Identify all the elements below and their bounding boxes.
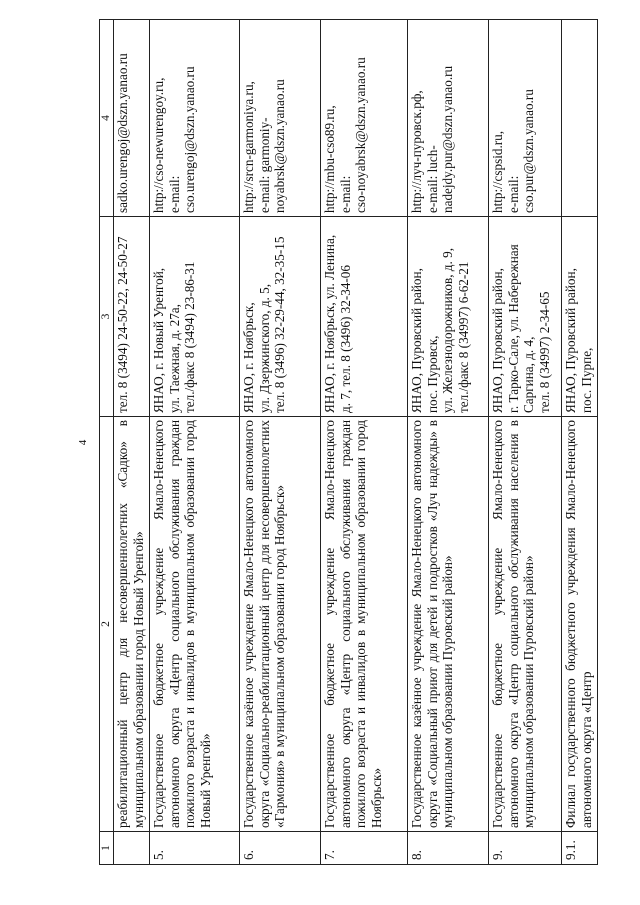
contacts-cell [321, 20, 408, 217]
contacts-cell [114, 20, 150, 217]
contacts-cell [150, 20, 240, 217]
table-row [489, 20, 562, 865]
address-line: пос. Пурпе, [578, 347, 594, 413]
contact-line: cso.urengoj@dszn.yanao.ru [182, 66, 198, 213]
organization-name: Государственное бюджетное учреждение Ямало-Ненецкого автономного округа «Центр социального обслуживания населения в муниципальном образовании Пуровский район» [489, 417, 562, 832]
table-row [562, 20, 598, 865]
row-number: 8. [408, 832, 489, 865]
contact-line: sadko.urengoj@dszn.yanao.ru [115, 53, 130, 213]
table-row [114, 20, 150, 865]
contact-line: http://cso-newurengoy.ru, [151, 77, 166, 213]
address-line: ул. Таежная, д. 27а, [166, 304, 182, 413]
contact-line: http://луч-пуровск.рф, [409, 90, 424, 213]
address-line: ЯНАО, г. Новый Уренгой, [151, 267, 166, 413]
row-number: 6. [240, 832, 321, 865]
rotated-page [77, 20, 612, 865]
contact-line: e-mail: garmoniy- [256, 117, 272, 213]
column-number: 3 [100, 217, 114, 417]
row-number: 9.1. [562, 832, 598, 865]
address-line: г. Тарко-Сале, ул. Набережная [505, 244, 521, 413]
table-row [240, 20, 321, 865]
address-line: ЯНАО, Пуровский район, [490, 268, 505, 413]
address-cell [150, 217, 240, 417]
contact-line: http://cspsid.ru, [490, 130, 505, 213]
address-cell [489, 217, 562, 417]
organization-name: Филиал государственного бюджетного учреждения Ямало-Ненецкого автономного округа «Центр [562, 417, 598, 832]
address-line: д. 7, тел. 8 (3496) 32-34-06 [337, 265, 353, 413]
address-line: тел. 8 (3494) 24-50-22, 24-50-27 [115, 236, 130, 413]
contact-line: e-mail: [166, 175, 182, 213]
table-row [408, 20, 489, 865]
contacts-cell [408, 20, 489, 217]
address-line: Саргина, д. 4, [521, 336, 537, 413]
row-number: 5. [150, 832, 240, 865]
contact-line: e-mail: [337, 175, 353, 213]
contact-line: http://mbu-cso89.ru, [322, 105, 337, 213]
column-number: 1 [100, 832, 114, 865]
address-line: тел. 8 (34997) 2-34-65 [536, 291, 552, 413]
address-line: ЯНАО, Пуровский район, [563, 268, 578, 413]
address-line: ЯНАО, г. Ноябрьск, ул. Ленина, [322, 234, 337, 413]
address-cell [240, 217, 321, 417]
address-cell [114, 217, 150, 417]
page-number: 4 [77, 439, 89, 446]
address-line: ул. Дзержинского, д. 5, [256, 283, 272, 413]
address-line: ул. Железнодорожников, д. 9, [440, 248, 456, 413]
address-cell [408, 217, 489, 417]
address-line: тел. 8 (3496) 32-29-44, 32-35-15 [272, 236, 288, 413]
address-cell [562, 217, 598, 417]
column-number-row [100, 20, 114, 865]
address-line: ЯНАО, Пуровский район, [409, 268, 424, 413]
contacts-cell [489, 20, 562, 217]
address-line: тел./факс 8 (34997) 6-62-21 [455, 261, 471, 413]
row-number: 7. [321, 832, 408, 865]
contact-line: e-mail: [505, 175, 521, 213]
organization-name: Государственное бюджетное учреждение Ямало-Ненецкого автономного округа «Центр социального обслуживания граждан пожилого возраста и инвалидов в муниципальном образовании город Ноябрьск» [321, 417, 408, 832]
address-line: тел./факс 8 (3494) 23-86-31 [182, 261, 198, 413]
contact-line: cso.pur@dszn.yanao.ru [521, 89, 537, 213]
address-line: ЯНАО, г. Ноябрьск, [241, 302, 256, 413]
contact-line: http://srcn-garmoniya.ru, [241, 81, 256, 213]
column-number: 4 [100, 20, 114, 217]
table-row [150, 20, 240, 865]
row-number [114, 832, 150, 865]
organization-name: Государственное казённое учреждение Ямало-Ненецкого автономного округа «Социально-реабилитационный центр для несовершеннолетних «Гармония» в муниципальном образовании город Ноябрьск» [240, 417, 321, 832]
address-cell [321, 217, 408, 417]
contacts-cell [562, 20, 598, 217]
contact-line: cso-noyabrsk@dszn.yanao.ru [353, 57, 369, 213]
organization-name: Государственное казённое учреждение Ямало-Ненецкого автономного округа «Социальный приют для детей и подростков «Луч надежды» в муниципальном образовании Пуровский район» [408, 417, 489, 832]
contact-line: noyabrsk@dszn.yanao.ru [272, 79, 288, 213]
table-row [321, 20, 408, 865]
institutions-table [99, 19, 598, 865]
column-number: 2 [100, 417, 114, 832]
organization-name: реабилитационный центр для несовершеннолетних «Садко» в муниципальном образовании город Новый Уренгой» [114, 417, 150, 832]
row-number: 9. [489, 832, 562, 865]
organization-name: Государственное бюджетное учреждение Ямало-Ненецкого автономного округа «Центр социального обслуживания граждан пожилого возраста и инвалидов в муниципальном образовании город Новый Уренгой» [150, 417, 240, 832]
address-line: пос. Пуровск, [424, 335, 440, 413]
contacts-cell [240, 20, 321, 217]
contact-line: e-mail: luch- [424, 145, 440, 213]
contact-line: nadejdy.pur@dszn.yanao.ru [440, 65, 456, 213]
